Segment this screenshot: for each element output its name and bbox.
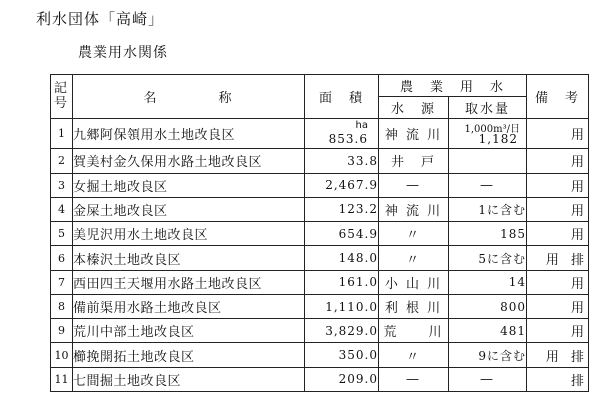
row-area: 1,110.0 [305, 294, 379, 318]
row-area: 2,467.9 [305, 173, 379, 197]
header-agricultural-water: 農 業 用 水 [379, 75, 527, 97]
table-row [51, 119, 589, 149]
table-row [51, 270, 589, 294]
table-row [51, 222, 589, 246]
table-row [51, 246, 589, 270]
row-name: 七間掘土地改良区 [73, 367, 305, 391]
header-remarks: 備 考 [527, 75, 589, 119]
row-intake: 14 [449, 270, 527, 294]
row-num: 9 [51, 319, 73, 343]
row-num: 8 [51, 294, 73, 318]
row-area: 209.0 [305, 367, 379, 391]
row-remarks: 用 [527, 270, 589, 294]
header-source: 水 源 [379, 97, 449, 119]
table-row [51, 319, 589, 343]
row-remarks: 用 排 [527, 343, 589, 367]
row-source: — [379, 367, 449, 391]
table-row [51, 294, 589, 318]
row-intake [449, 119, 527, 149]
header-area: 面 積 [305, 75, 379, 119]
row-remarks: 排 [527, 367, 589, 391]
row-num: 11 [51, 367, 73, 391]
row-area: 123.2 [305, 197, 379, 221]
row-intake: 800 [449, 294, 527, 318]
row-source: 利 根 川 [379, 294, 449, 318]
row-area: 654.9 [305, 222, 379, 246]
row-area: 3,829.0 [305, 319, 379, 343]
header-num: 記号 [51, 75, 73, 119]
row-remarks: 用 [527, 119, 589, 149]
row-num: 10 [51, 343, 73, 367]
row-source: 小 山 川 [379, 270, 449, 294]
header-name: 名 称 [73, 75, 305, 119]
row-intake: 1に含む [449, 197, 527, 221]
document-title: 利水団体「高崎」 [36, 10, 165, 28]
row-source: 〃 [379, 246, 449, 270]
row-remarks: 用 排 [527, 246, 589, 270]
table-row [51, 149, 589, 173]
intake-value: 1,182 [478, 132, 519, 147]
row-num: 1 [51, 119, 73, 149]
row-num: 6 [51, 246, 73, 270]
row-remarks: 用 [527, 319, 589, 343]
row-source: 神 流 川 [379, 197, 449, 221]
row-area: 350.0 [305, 343, 379, 367]
row-remarks: 用 [527, 222, 589, 246]
document-subtitle: 農業用水関係 [78, 45, 168, 61]
row-name: 九郷阿保領用水土地改良区 [73, 119, 305, 149]
row-source: 井 戸 [379, 149, 449, 173]
agricultural-water-table [50, 74, 589, 392]
row-intake: 5に含む [449, 246, 527, 270]
area-value: 853.6 [328, 132, 368, 147]
table-row [51, 173, 589, 197]
row-area: 148.0 [305, 246, 379, 270]
row-num: 2 [51, 149, 73, 173]
row-source: 〃 [379, 343, 449, 367]
row-num: 4 [51, 197, 73, 221]
row-intake: — [449, 173, 527, 197]
table-row [51, 343, 589, 367]
table-row [51, 197, 589, 221]
row-num: 7 [51, 270, 73, 294]
row-intake: 185 [449, 222, 527, 246]
row-source: — [379, 173, 449, 197]
intake-unit: 1,000m³/日 [464, 124, 521, 135]
row-remarks: 用 [527, 197, 589, 221]
table-row [51, 367, 589, 391]
row-intake: 481 [449, 319, 527, 343]
row-num: 5 [51, 222, 73, 246]
row-area [305, 119, 379, 149]
row-intake: 9に含む [449, 343, 527, 367]
row-intake [449, 149, 527, 173]
row-name: 女掘土地改良区 [73, 173, 305, 197]
row-remarks: 用 [527, 294, 589, 318]
row-source: 神 流 川 [379, 119, 449, 149]
row-name: 西田四王天堰用水路土地改良区 [73, 270, 305, 294]
area-unit: ha [355, 120, 368, 131]
row-name: 金屎土地改良区 [73, 197, 305, 221]
row-source: 〃 [379, 222, 449, 246]
row-intake: — [449, 367, 527, 391]
row-remarks: 用 [527, 173, 589, 197]
row-remarks: 用 [527, 149, 589, 173]
row-area: 33.8 [305, 149, 379, 173]
row-name: 賀美村金久保用水路土地改良区 [73, 149, 305, 173]
header-intake: 取水量 [449, 97, 527, 119]
row-name: 美児沢用水土地改良区 [73, 222, 305, 246]
row-name: 備前渠用水路土地改良区 [73, 294, 305, 318]
row-source: 荒 川 [379, 319, 449, 343]
row-num: 3 [51, 173, 73, 197]
row-name: 荒川中部土地改良区 [73, 319, 305, 343]
row-name: 本榛沢土地改良区 [73, 246, 305, 270]
row-name: 櫛挽開拓土地改良区 [73, 343, 305, 367]
row-area: 161.0 [305, 270, 379, 294]
